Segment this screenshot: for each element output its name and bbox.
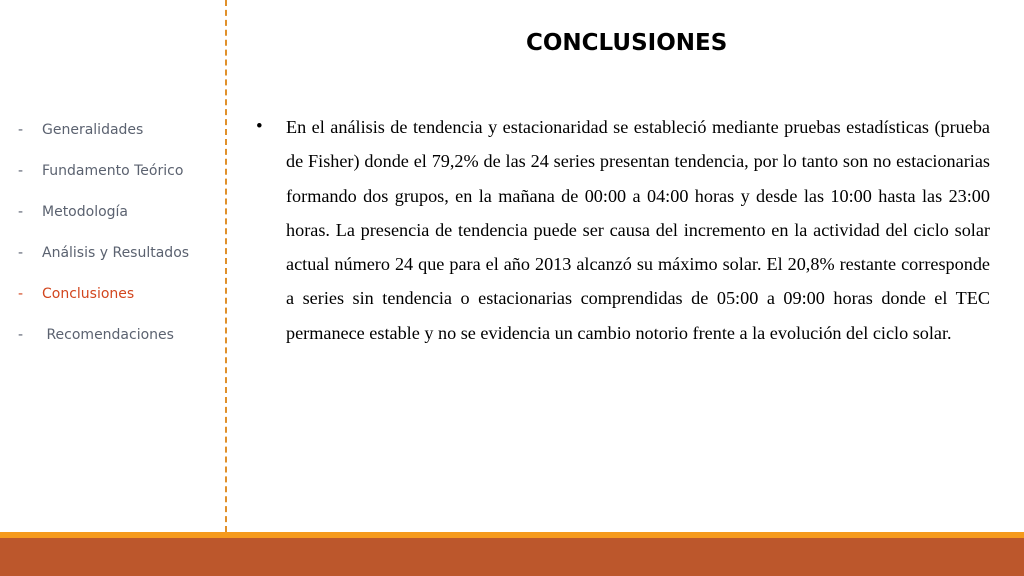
nav-dash: - xyxy=(18,245,24,261)
nav-dash: - xyxy=(18,286,24,302)
sidebar-nav xyxy=(18,122,189,368)
nav-item-label: Conclusiones xyxy=(42,286,135,302)
nav-item-label: Análisis y Resultados xyxy=(42,245,190,261)
nav-dash: - xyxy=(18,327,24,343)
nav-item-label: Fundamento Teórico xyxy=(42,163,184,179)
nav-item-generalidades[interactable] xyxy=(18,122,189,163)
vertical-divider xyxy=(225,0,227,532)
bullet-icon: • xyxy=(256,116,263,137)
page-title: CONCLUSIONES xyxy=(526,30,728,56)
conclusion-paragraph: En el análisis de tendencia y estacionaridad se estableció mediante pruebas estadísticas (prueba de Fisher) donde el 79,2% de las 24 series presentan tendencia, por lo tanto son no estacionarias formando dos grupos, en la mañana de 00:00 a 04:00 horas y desde las 10:00 hasta las 23:00 horas. La presencia de tendencia puede ser causa del incremento en la actividad del ciclo solar actual número 24 que para el año 2013 alcanzó su máximo solar. El 20,8% restante corresponde a series sin tendencia o estacionarias comprendidas de 05:00 a 09:00 horas donde el TEC permanece estable y no se evidencia un cambio notorio frente a la evolución del ciclo solar. xyxy=(286,117,990,343)
conclusion-block xyxy=(256,110,990,350)
nav-dash: - xyxy=(18,163,24,179)
nav-item-label: Recomendaciones xyxy=(42,327,174,343)
nav-item-metodologia[interactable] xyxy=(18,204,189,245)
nav-item-label: Metodología xyxy=(42,204,129,220)
footer-bar xyxy=(0,538,1024,576)
nav-item-recomendaciones[interactable] xyxy=(18,327,189,368)
nav-item-conclusiones[interactable] xyxy=(18,286,189,327)
nav-dash: - xyxy=(18,122,24,138)
nav-item-fundamento-teorico[interactable] xyxy=(18,163,189,204)
nav-item-label: Generalidades xyxy=(42,122,144,138)
nav-dash: - xyxy=(18,204,24,220)
nav-item-analisis-resultados[interactable] xyxy=(18,245,189,286)
